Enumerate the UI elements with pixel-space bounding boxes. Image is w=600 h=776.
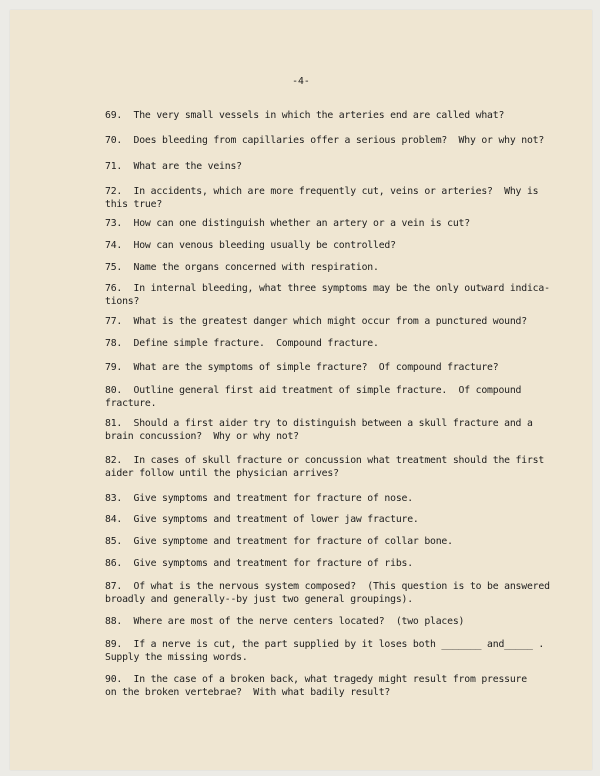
- question-77: 77. What is the greatest danger which might occur from a punctured wound?: [105, 316, 527, 327]
- question-74: 74. How can venous bleeding usually be controlled?: [105, 240, 396, 251]
- question-85: 85. Give symptome and treatment for fracture of collar bone.: [105, 536, 453, 547]
- question-75: 75. Name the organs concerned with respiration.: [105, 262, 379, 273]
- question-70: 70. Does bleeding from capillaries offer a serious problem? Why or why not?: [105, 135, 545, 146]
- question-84: 84. Give symptoms and treatment of lower jaw fracture.: [105, 514, 419, 525]
- question-88: 88. Where are most of the nerve centers located? (two places): [105, 616, 465, 627]
- question-83: 83. Give symptoms and treatment for fracture of nose.: [105, 493, 413, 504]
- question-80: 80. Outline general first aid treatment of simple fracture. Of compound fracture.: [105, 385, 522, 409]
- question-82: 82. In cases of skull fracture or concussion what treatment should the first aider follow until the physician arrives?: [105, 455, 545, 479]
- question-89: 89. If a nerve is cut, the part supplied by it loses both _______ and_____ . Supply the missing words.: [105, 639, 545, 663]
- question-76: 76. In internal bleeding, what three symptoms may be the only outward indica- tions?: [105, 283, 550, 307]
- question-73: 73. How can one distinguish whether an artery or a vein is cut?: [105, 218, 470, 229]
- question-69: 69. The very small vessels in which the arteries end are called what?: [105, 110, 505, 121]
- document-page: [10, 10, 592, 770]
- page-number: -4-: [292, 76, 310, 87]
- question-71: 71. What are the veins?: [105, 161, 242, 172]
- question-79: 79. What are the symptoms of simple fracture? Of compound fracture?: [105, 362, 499, 373]
- question-86: 86. Give symptoms and treatment for fracture of ribs.: [105, 558, 413, 569]
- question-78: 78. Define simple fracture. Compound fracture.: [105, 338, 379, 349]
- question-87: 87. Of what is the nervous system composed? (This question is to be answered broadly and generally--by just two general groupings).: [105, 581, 550, 605]
- question-72: 72. In accidents, which are more frequently cut, veins or arteries? Why is this true?: [105, 186, 539, 210]
- question-81: 81. Should a first aider try to distinguish between a skull fracture and a brain concussion? Why or why not?: [105, 418, 533, 442]
- question-90: 90. In the case of a broken back, what tragedy might result from pressure on the broken vertebrae? With what badily result?: [105, 674, 527, 698]
